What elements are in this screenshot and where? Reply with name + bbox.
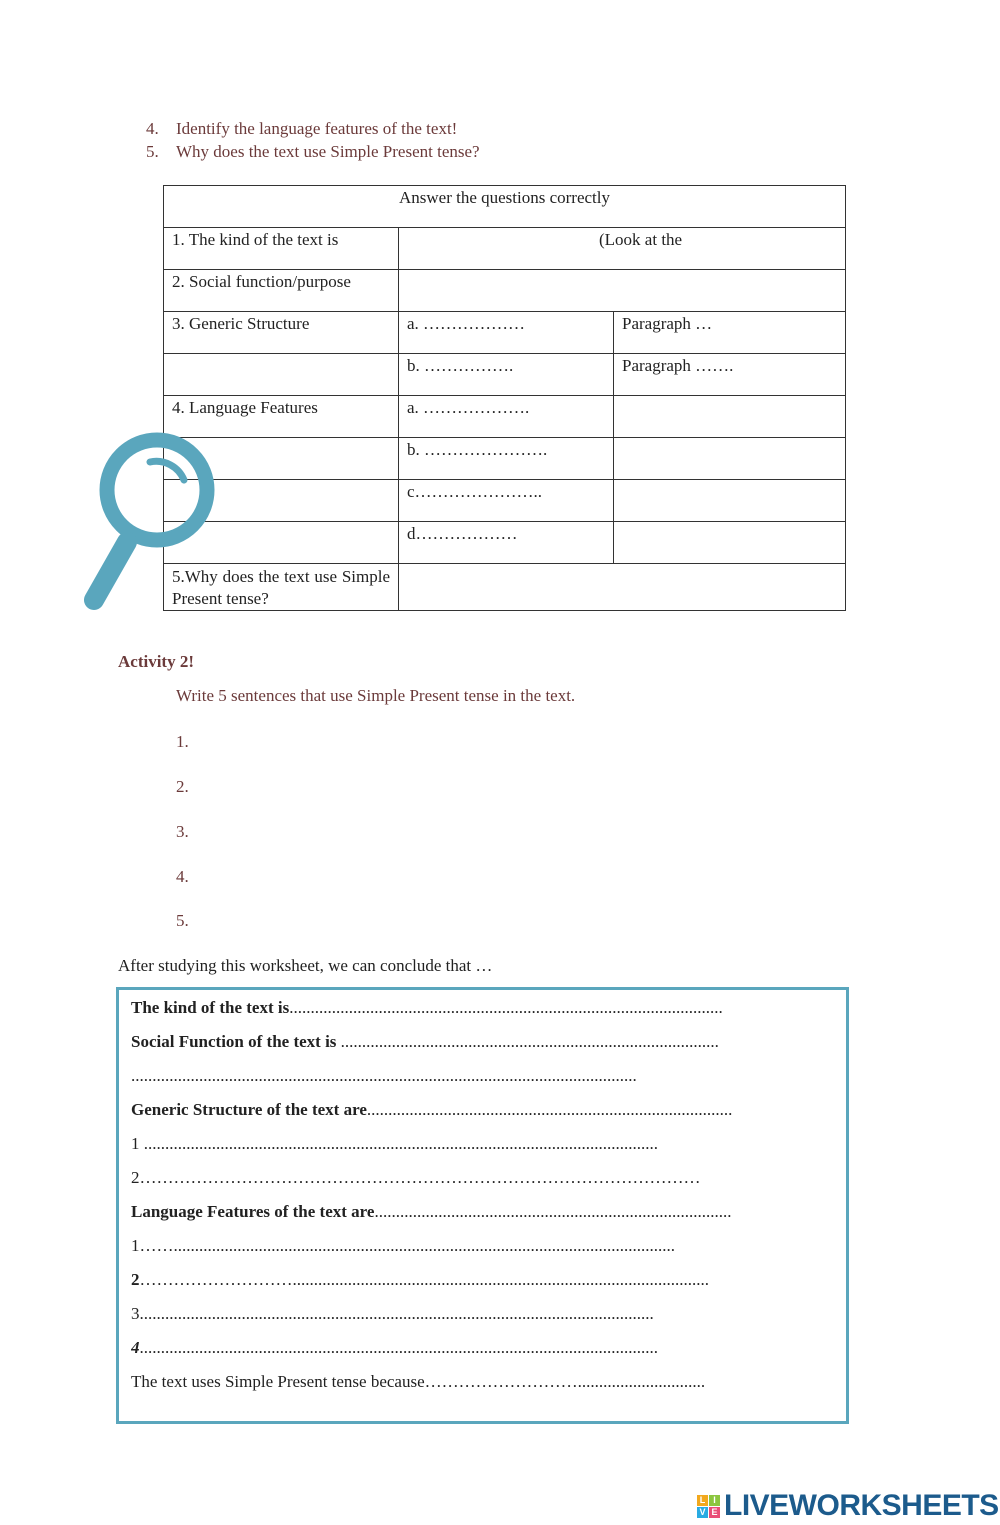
answer-cell[interactable]: b. ……………. [399,354,614,396]
answer-cell[interactable] [399,564,846,611]
summary-label: Generic Structure of the text are [131,1100,367,1119]
answer-cell[interactable]: a. ……………… [399,312,614,354]
magnifier-icon [82,430,222,615]
answer-cell-extra[interactable] [614,480,846,522]
summary-line[interactable] [131,998,831,1018]
sentence-number[interactable]: 3. [176,822,189,841]
summary-blank: ……………………….................................................................................................. [139,1270,709,1289]
summary-blank: 3......................................................................................................................... [131,1304,654,1323]
question-text: Why does the text use Simple Present tense? [176,142,480,161]
summary-blank: ....................................................................................................................... [131,1066,637,1085]
summary-line[interactable] [131,1270,831,1290]
logo-mark-letter: E [709,1507,720,1518]
summary-blank: ......................................................................................... [336,1032,719,1051]
table-row [164,228,846,270]
table-row [164,438,846,480]
summary-line[interactable] [131,1304,831,1324]
table-cell-label: 2. Social function/purpose [164,270,399,312]
summary-line[interactable] [131,1134,831,1154]
summary-blank: The text uses Simple Present tense because……………………….............................. [131,1372,706,1391]
question-item [146,140,480,163]
summary-line[interactable] [131,1066,831,1086]
logo-mark-letter: L [697,1495,708,1506]
logo-mark-letter: V [697,1507,708,1518]
table-row [164,564,846,611]
summary-line[interactable] [131,1100,831,1120]
table-cell-label: 3. Generic Structure [164,312,399,354]
summary-label: 2 [131,1270,140,1289]
summary-label: Language Features of the text are [131,1202,375,1221]
logo-mark-letter: I [709,1495,720,1506]
question-number: 4. [146,119,159,138]
summary-label: The kind of the text is [131,998,290,1017]
summary-blank: ...................................................................................... [366,1100,733,1119]
table-row [164,270,846,312]
logo-mark-icon [697,1495,720,1518]
summary-line[interactable] [131,1168,831,1188]
question-text: Identify the language features of the text! [176,119,458,138]
activity-instruction: Write 5 sentences that use Simple Present tense in the text. [176,686,576,705]
summary-label: Social Function of the text is [131,1032,337,1051]
summary-box [116,987,849,1424]
table-header: Answer the questions correctly [164,186,846,228]
table-cell-label: 1. The kind of the text is [164,228,399,270]
summary-line[interactable] [131,1236,831,1256]
table-row [164,522,846,564]
sentence-number[interactable]: 2. [176,777,189,796]
question-item [146,117,480,140]
answer-cell[interactable]: b. …………………. [399,438,614,480]
summary-blank: .......................................................................................................................... [139,1338,658,1357]
answer-cell-extra[interactable] [614,522,846,564]
summary-label: 4 [131,1338,140,1357]
liveworksheets-logo [697,1488,999,1524]
activity-title: Activity 2! [118,652,195,671]
table-row [164,354,846,396]
summary-line[interactable] [131,1202,831,1222]
answer-cell-extra[interactable] [614,438,846,480]
table-row [164,312,846,354]
sentence-number[interactable]: 5. [176,911,189,930]
paragraph-cell[interactable]: Paragraph … [614,312,846,354]
answer-cell[interactable]: a. ………………. [399,396,614,438]
summary-blank: .................................................................................... [374,1202,732,1221]
summary-blank: ...................................................................................................... [289,998,723,1017]
answer-cell[interactable] [399,270,846,312]
table-header-row [164,186,846,228]
summary-line[interactable] [131,1032,831,1052]
answer-cell[interactable]: d……………… [399,522,614,564]
question-list [146,117,480,163]
answer-cell[interactable] [399,228,846,270]
summary-line[interactable] [131,1338,831,1358]
table-cell-label [164,354,399,396]
table-cell-label: 5.Why does the text use Simple Present tense? [164,564,399,611]
sentence-number[interactable]: 1. [176,732,189,751]
summary-blank: 1……...................................................................................................................... [131,1236,675,1255]
paragraph-cell[interactable]: Paragraph ……. [614,354,846,396]
table-row [164,396,846,438]
summary-blank: 2……………………………………………………………………………………… [131,1168,701,1187]
answer-hint: (Look at the [599,230,683,249]
answer-cell-extra[interactable] [614,396,846,438]
sentence-number[interactable]: 4. [176,867,189,886]
logo-text: LIVEWORKSHEETS [724,1489,999,1522]
question-number: 5. [146,142,159,161]
summary-line[interactable] [131,1372,831,1392]
summary-blank: 1 ......................................................................................................................... [131,1134,658,1153]
conclusion-intro: After studying this worksheet, we can conclude that … [118,956,493,975]
answer-cell[interactable]: c………………….. [399,480,614,522]
table-row [164,480,846,522]
table-cell-label: 4. Language Features [164,396,399,438]
answer-table [163,185,846,611]
